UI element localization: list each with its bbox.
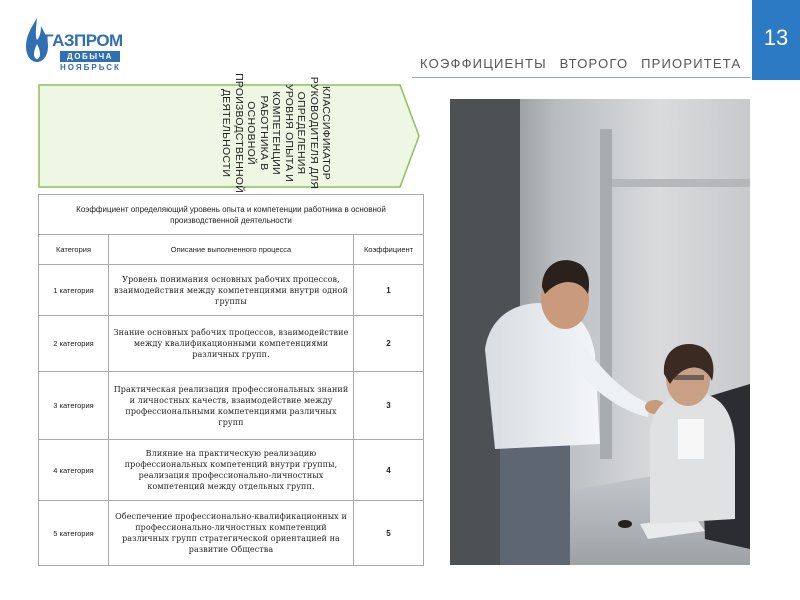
row-coefficient: 1 [354, 265, 424, 316]
page-title: КОЭФФИЦИЕНТЫ ВТОРОГО ПРИОРИТЕТА [420, 56, 742, 71]
column-header-category: Категория [39, 235, 109, 265]
row-coefficient: 5 [354, 501, 424, 566]
row-description: Практическая реализация профессиональных знаний и личностных качеств, взаимодействие между профессиональными компетенциями различных групп [109, 372, 354, 440]
column-header-coefficient: Коэффициент [354, 235, 424, 265]
company-logo [22, 14, 122, 70]
title-divider [412, 77, 750, 78]
coefficient-table [38, 194, 424, 566]
row-coefficient: 3 [354, 372, 424, 440]
row-coefficient: 2 [354, 316, 424, 372]
office-photo [450, 99, 750, 565]
logo-brand-text: ГАЗПРОМ [44, 31, 123, 50]
logo-subtitle-1: ДОБЫЧА [60, 51, 120, 62]
classifier-arrow-box [38, 73, 420, 193]
table-row [39, 372, 424, 440]
row-description: Обеспечение профессионально-квалификационных и профессионально-личностных компетенций различных групп стратегической ориентацией на развитие Общества [109, 501, 354, 566]
row-description: Знание основных рабочих процессов, взаимодействие между квалификационными компетенциями различных групп. [109, 316, 354, 372]
column-header-description: Описание выполненного процесса [109, 235, 354, 265]
row-category: 1 категория [39, 265, 109, 316]
table-header: Коэффициент определяющий уровень опыта и компетенции работника в основной производственной деятельности [39, 195, 424, 235]
table-row [39, 440, 424, 501]
table-row [39, 316, 424, 372]
row-coefficient: 4 [354, 440, 424, 501]
page-number: 13 [752, 0, 800, 80]
logo-subtitle-2: НОЯБРЬСК [60, 63, 121, 72]
row-category: 2 категория [39, 316, 109, 372]
row-category: 5 категория [39, 501, 109, 566]
row-description: Влияние на практическую реализацию профессиональных компетенций внутри группы, реализация профессионально-личностных компетенций между отдельных групп. [109, 440, 354, 501]
classifier-label: КЛАССИФИКАТОР РУКОВОДИТЕЛЯ ДЛЯ ОПРЕДЕЛЕНИЯ УРОВНЯ ОПЫТА И КОМПЕТЕНЦИИ РАБОТНИКА В ОСНОВНОЙ ПРОИЗВОДСТВЕННОЙ ДЕЯТЕЛЬНОСТИ [220, 73, 333, 193]
table-row [39, 265, 424, 316]
row-description: Уровень понимания основных рабочих процессов, взаимодействия между компетенциями внутри одной группы [109, 265, 354, 316]
row-category: 3 категория [39, 372, 109, 440]
table-row [39, 501, 424, 566]
row-category: 4 категория [39, 440, 109, 501]
